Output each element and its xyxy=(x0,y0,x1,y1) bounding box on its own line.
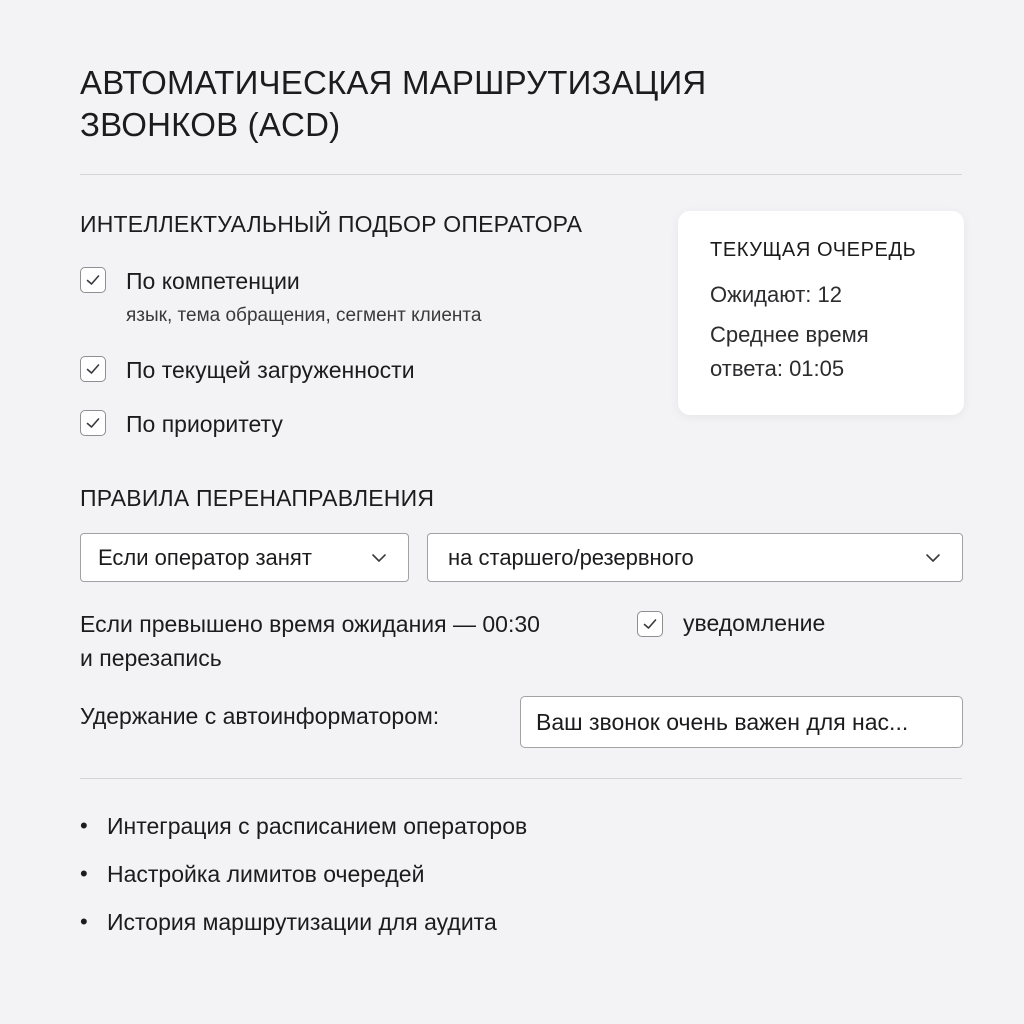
option-workload[interactable] xyxy=(80,356,415,384)
competence-label: По компетенции xyxy=(126,268,300,294)
notify-checkbox[interactable] xyxy=(637,611,663,637)
checkmark-icon xyxy=(642,616,658,632)
competence-sublabel: язык, тема обращения, сегмент клиента xyxy=(126,305,482,326)
timeout-rule-text-cont: и перезапись xyxy=(80,645,222,671)
checkmark-icon xyxy=(85,361,101,377)
competence-checkbox[interactable] xyxy=(80,267,106,293)
divider-bottom xyxy=(80,778,962,779)
page-title-line1: АВТОМАТИЧЕСКАЯ МАРШРУТИЗАЦИЯ xyxy=(80,64,707,101)
condition-select[interactable] xyxy=(80,533,409,582)
timeout-rule xyxy=(80,607,640,675)
target-select[interactable] xyxy=(427,533,963,582)
bullet-icon: • xyxy=(80,813,88,838)
notify-label: уведомление xyxy=(683,610,826,636)
page-title-line2: ЗВОНКОВ (ACD) xyxy=(80,106,341,143)
matching-heading: ИНТЕЛЛЕКТУАЛЬНЫЙ ПОДБОР ОПЕРАТОРА xyxy=(80,211,583,237)
hold-label: Удержание с автоинформатором: xyxy=(80,703,440,729)
page-title xyxy=(80,62,780,146)
bullet-icon: • xyxy=(80,861,88,886)
checkmark-icon xyxy=(85,272,101,288)
list-item xyxy=(80,898,527,946)
feature-limits: Настройка лимитов очередей xyxy=(107,860,425,887)
bullet-icon: • xyxy=(80,909,88,934)
queue-waiting: Ожидают: 12 xyxy=(710,282,842,307)
features-list xyxy=(80,802,527,946)
list-item xyxy=(80,802,527,850)
workload-label: По текущей загруженности xyxy=(126,357,415,383)
workload-checkbox[interactable] xyxy=(80,356,106,382)
feature-schedule: Интеграция с расписанием операторов xyxy=(107,812,528,839)
chevron-down-icon xyxy=(924,549,942,567)
option-priority[interactable] xyxy=(80,410,283,438)
option-competence[interactable] xyxy=(80,267,481,327)
queue-heading: ТЕКУЩАЯ ОЧЕРЕДЬ xyxy=(710,239,917,261)
target-select-value: на старшего/резервного xyxy=(448,544,694,570)
feature-audit: История маршрутизации для аудита xyxy=(107,908,497,935)
queue-avg-line2: ответа: 01:05 xyxy=(710,356,845,381)
chevron-down-icon xyxy=(370,549,388,567)
divider-top xyxy=(80,174,962,175)
checkmark-icon xyxy=(85,415,101,431)
redirect-heading: ПРАВИЛА ПЕРЕНАПРАВЛЕНИЯ xyxy=(80,485,435,511)
notify-option[interactable] xyxy=(637,610,825,637)
hold-message-input[interactable] xyxy=(520,696,963,748)
condition-select-value: Если оператор занят xyxy=(98,544,312,570)
priority-label: По приоритету xyxy=(126,411,283,437)
queue-avg-line1: Среднее время xyxy=(710,322,869,347)
timeout-rule-text: Если превышено время ожидания — 00:30 xyxy=(80,611,540,637)
list-item xyxy=(80,850,527,898)
priority-checkbox[interactable] xyxy=(80,410,106,436)
current-queue-card xyxy=(678,211,964,415)
